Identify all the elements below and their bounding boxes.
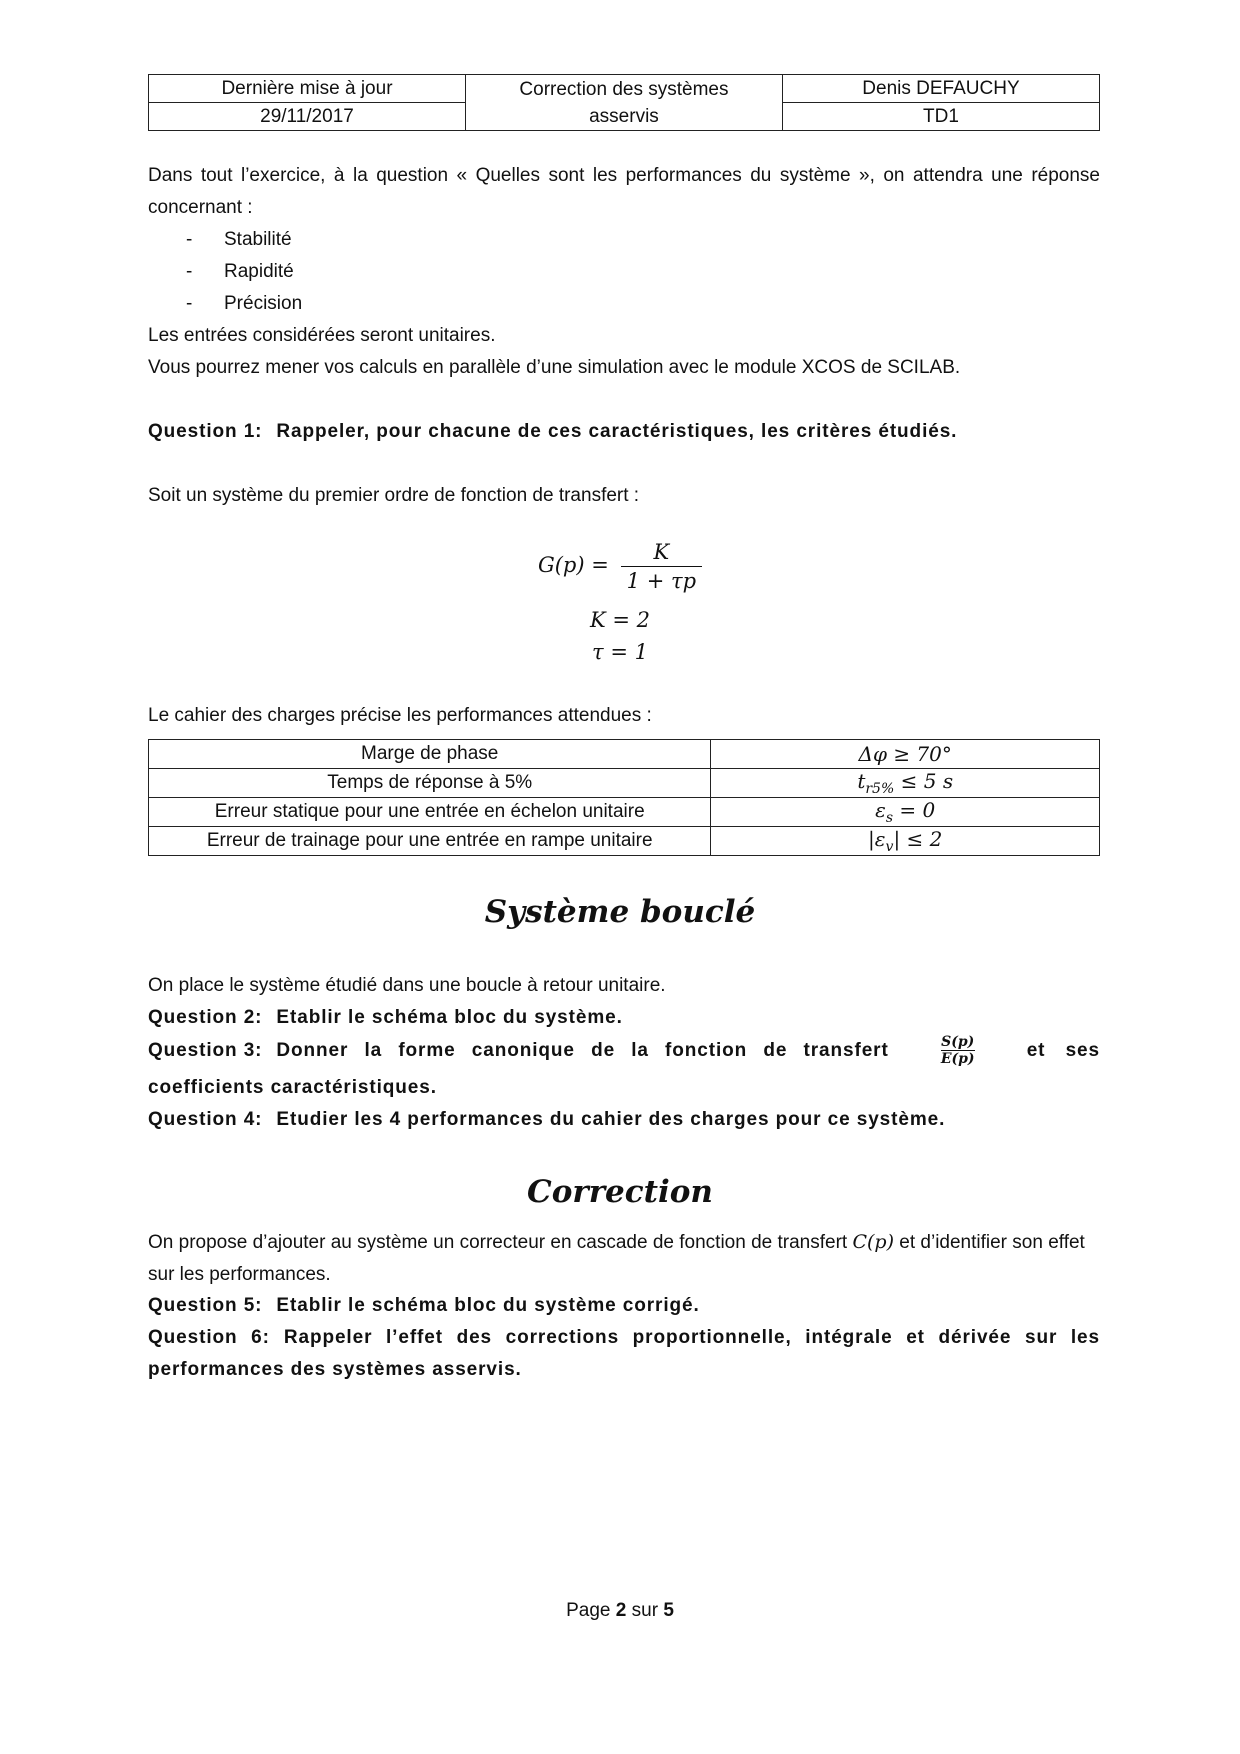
closed-loop-intro: On place le système étudié dans une boucle à retour unitaire.	[148, 975, 666, 996]
question-6: Question 6: Rappeler l’effet des corrections proportionnelle, intégrale et dérivée sur les performances des systèmes asservis.	[148, 1327, 1100, 1380]
section-title-correction: Correction	[527, 1174, 713, 1210]
list-item: - Stabilité	[186, 229, 292, 250]
unit-inputs-note: Les entrées considérées seront unitaires.	[148, 325, 496, 346]
header-table	[148, 74, 1100, 131]
table-row: Erreur statique pour une entrée en échelon unitaire $\varepsilon_s = 0$	[149, 798, 1100, 827]
spec-intro: Le cahier des charges précise les performances attendues :	[148, 705, 652, 726]
transfer-function: G(p) = $\frac{K}{1 + \tau p}$	[0, 540, 1240, 593]
tau-value: τ = 1	[592, 640, 648, 664]
table-row: Erreur de trainage pour une entrée en rampe unitaire $|\varepsilon_v| \le 2$	[149, 827, 1100, 856]
table-row: Temps de réponse à 5% $t_{r5\%} \le 5$ s	[149, 769, 1100, 798]
page-footer: Page 2 sur 5	[566, 1600, 674, 1621]
intro-paragraph: Dans tout l’exercice, à la question « Quelles sont les performances du système », on attendra une réponse concernant :	[148, 165, 1100, 218]
system-intro: Soit un système du premier ordre de fonction de transfert :	[148, 485, 640, 506]
last-update-label: Dernière mise à jour	[149, 75, 466, 103]
author: Denis DEFAUCHY	[782, 75, 1099, 103]
list-item: - Précision	[186, 293, 303, 314]
spec-table	[148, 739, 1100, 856]
document-title: Correction des systèmes asservis	[465, 75, 782, 131]
question-3-continued: coefficients caractéristiques.	[148, 1077, 437, 1098]
question-5: Question 5: Etablir le schéma bloc du système corrigé.	[148, 1295, 700, 1316]
table-row: Marge de phase Δφ ≥ 70°	[149, 740, 1100, 769]
update-date: 29/11/2017	[149, 103, 466, 131]
question-1: Question 1: Rappeler, pour chacune de ces caractéristiques, les critères étudiés.	[148, 421, 958, 442]
simulation-note: Vous pourrez mener vos calculs en parallèle d’une simulation avec le module XCOS de SCILAB.	[148, 357, 961, 378]
transfer-fraction: $\frac{K}{1 + \tau p}$	[621, 540, 702, 593]
correction-intro: On propose d’ajouter au système un correcteur en cascade de fonction de transfert C(p) et d’identifier son effet sur les performances.	[148, 1231, 1085, 1285]
document-id: TD1	[782, 103, 1099, 131]
section-title-closed-loop: Système bouclé	[484, 894, 756, 930]
question-4: Question 4: Etudier les 4 performances du cahier des charges pour ce système.	[148, 1109, 946, 1130]
question-3: Question 3: Donner la forme canonique de la fonction de transfert $\frac{S(p)}{E(p)}$ et ses	[148, 1034, 1100, 1067]
output-input-fraction: $\frac{S(p)}{E(p)}$	[940, 1034, 975, 1067]
list-item: - Rapidité	[186, 261, 294, 282]
k-value: K = 2	[590, 608, 650, 632]
performance-list	[186, 224, 302, 320]
question-2: Question 2: Etablir le schéma bloc du système.	[148, 1007, 623, 1028]
